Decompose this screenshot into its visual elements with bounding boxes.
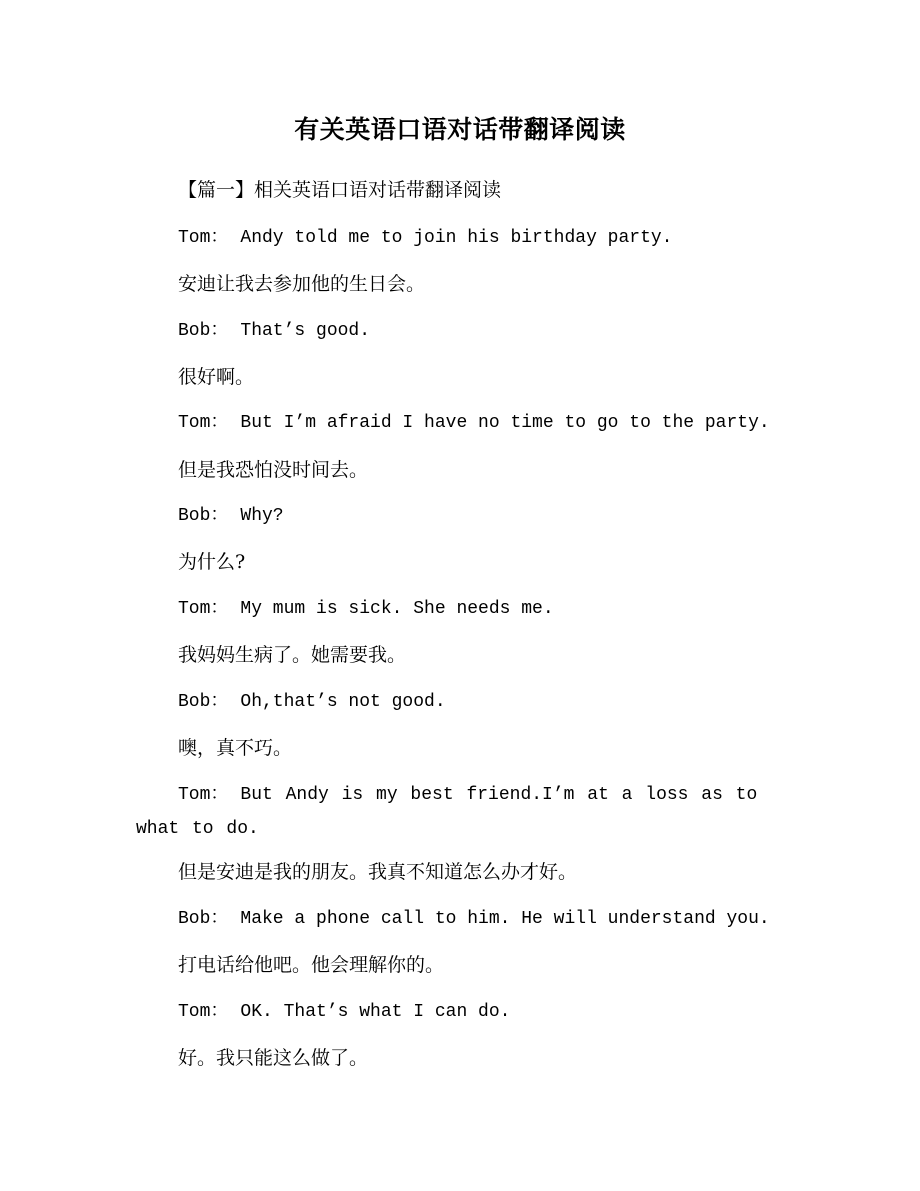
translation-line-9: 好。我只能这么做了。 [178,1047,369,1069]
section-heading: 【篇一】相关英语口语对话带翻译阅读 [178,179,502,201]
dialogue-text: My mum is sick. She needs me. [240,599,554,619]
dialogue-text: Make a phone call to him. He will understand you. [240,909,770,929]
translation-line-4: 为什么? [178,551,246,573]
dialogue-text: Andy told me to join his birthday party. [240,228,673,248]
dialogue-text: OK. That’s what I can do. [240,1002,511,1022]
translation-line-1: 安迪让我去参加他的生日会。 [178,273,426,295]
dialogue-text: Why? [240,506,284,526]
dialogue-text: But Andy is my best friend.I’m at a loss as to what to do. [136,785,758,839]
speaker-label: Tom： [178,599,229,619]
speaker-label: Bob： [178,692,229,712]
translation-line-3: 但是我恐怕没时间去。 [178,459,369,481]
dialogue-line-9 [178,997,510,1027]
speaker-label: Tom： [178,1002,229,1022]
translation-line-7: 但是安迪是我的朋友。我真不知道怎么办才好。 [178,861,578,883]
dialogue-line-6 [178,687,446,717]
speaker-label: Tom： [178,413,229,433]
dialogue-text: That’s good. [240,321,371,341]
translation-line-5: 我妈妈生病了。她需要我。 [178,644,407,666]
translation-line-8: 打电话给他吧。他会理解你的。 [178,954,445,976]
speaker-label: Bob： [178,506,229,526]
speaker-label: Tom： [178,785,229,805]
speaker-label: Bob： [178,321,229,341]
dialogue-line-4 [178,501,284,531]
translation-line-2: 很好啊。 [178,366,255,388]
dialogue-line-7 [136,778,796,846]
speaker-label: Bob： [178,909,229,929]
dialogue-line-2 [178,316,370,346]
document-title: 有关英语口语对话带翻译阅读 [294,115,626,144]
dialogue-text: But I’m afraid I have no time to go to the party. [240,413,770,433]
dialogue-line-3 [178,408,770,438]
dialogue-text: Oh,that’s not good. [240,692,446,712]
dialogue-line-5 [178,594,554,624]
dialogue-line-8 [178,904,770,934]
dialogue-line-1 [178,223,672,253]
translation-line-6: 噢，真不巧。 [178,737,293,759]
speaker-label: Tom： [178,228,229,248]
